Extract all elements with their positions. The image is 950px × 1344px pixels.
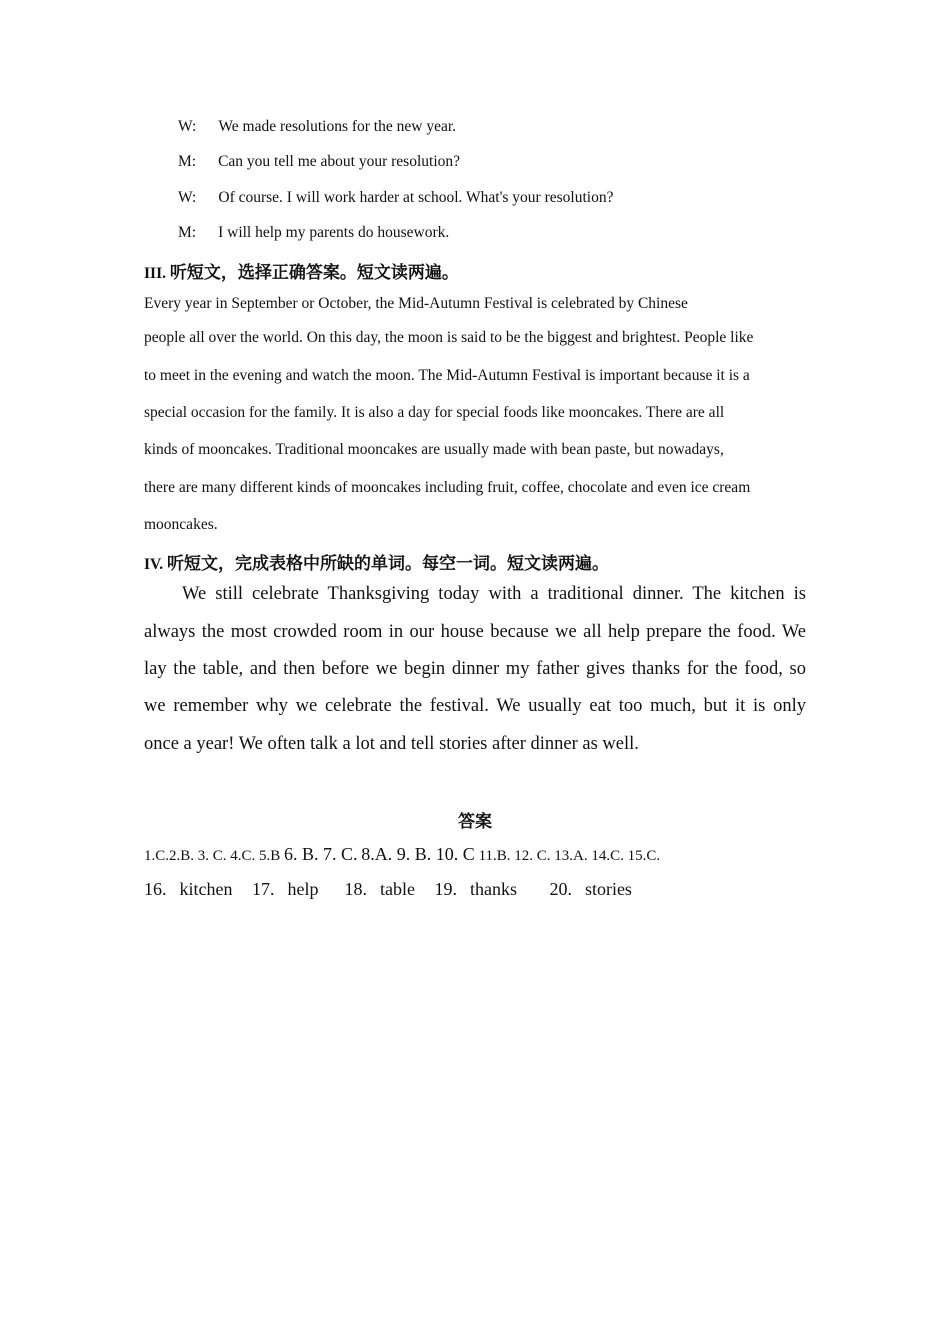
passage-line: once a year! We often talk a lot and tell stories after dinner as well. (144, 734, 639, 754)
dialogue-text: We made resolutions for the new year. (218, 118, 457, 135)
section-4-heading (144, 549, 609, 574)
speaker: M: (178, 224, 197, 241)
passage-line: Every year in September or October, the Mid-Autumn Festival is celebrated by Chinese (144, 295, 688, 312)
passage-line: always the most crowded room in our house because we all help prepare the food. We (144, 622, 806, 642)
dialogue-line (178, 224, 449, 242)
answer-line-2: 16. kitchen 17. help 18. table 19. thanks 20. stories (144, 879, 632, 899)
passage-line: special occasion for the family. It is also a day for special foods like mooncakes. There are all (144, 404, 725, 421)
section-number: III. (144, 265, 166, 282)
passage-line: people all over the world. On this day, the moon is said to be the biggest and brightest. People like (144, 329, 754, 346)
passage-line: there are many different kinds of mooncakes including fruit, coffee, chocolate and even ice cream (144, 479, 751, 496)
section-instruction: 听短文，完成表格中所缺的单词。每空一词。短文读两遍。 (166, 554, 609, 574)
passage-line: we remember why we celebrate the festival. We usually eat too much, but it is only (144, 696, 806, 716)
passage-line: lay the table, and then before we begin dinner my father gives thanks for the food, so (144, 659, 806, 679)
passage-line: We still celebrate Thanksgiving today with a traditional dinner. The kitchen is (182, 584, 806, 604)
dialogue-line (178, 189, 613, 207)
answer-line-1 (144, 844, 660, 865)
section-3-heading (144, 258, 459, 283)
passage-line: mooncakes. (144, 516, 218, 533)
speaker: W: (178, 118, 197, 135)
dialogue-line (178, 153, 460, 171)
dialogue-text: Can you tell me about your resolution? (218, 153, 461, 170)
dialogue-line (178, 118, 456, 136)
answers-11-15: 11.B. 12. C. 13.A. 14.C. 15.C. (478, 848, 661, 864)
passage-line: to meet in the evening and watch the moon. The Mid-Autumn Festival is important because it is a (144, 367, 750, 384)
passage-line: kinds of mooncakes. Traditional mooncakes are usually made with bean paste, but nowadays, (144, 441, 724, 458)
answers-6-7: 6. B. 7. C. (284, 844, 358, 864)
answers-1-5: 1.C.2.B. 3. C. 4.C. 5.B (144, 848, 281, 864)
answers-8-10: 8.A. 9. B. 10. C (361, 844, 475, 864)
speaker: W: (178, 189, 197, 206)
section-number: IV. (144, 556, 164, 573)
answer-title: 答案 (458, 812, 492, 832)
section-instruction: 听短文，选择正确答案。短文读两遍。 (169, 263, 459, 283)
dialogue-text: Of course. I will work harder at school. What's your resolution? (218, 189, 614, 206)
dialogue-text: I will help my parents do housework. (218, 224, 450, 241)
speaker: M: (178, 153, 197, 170)
